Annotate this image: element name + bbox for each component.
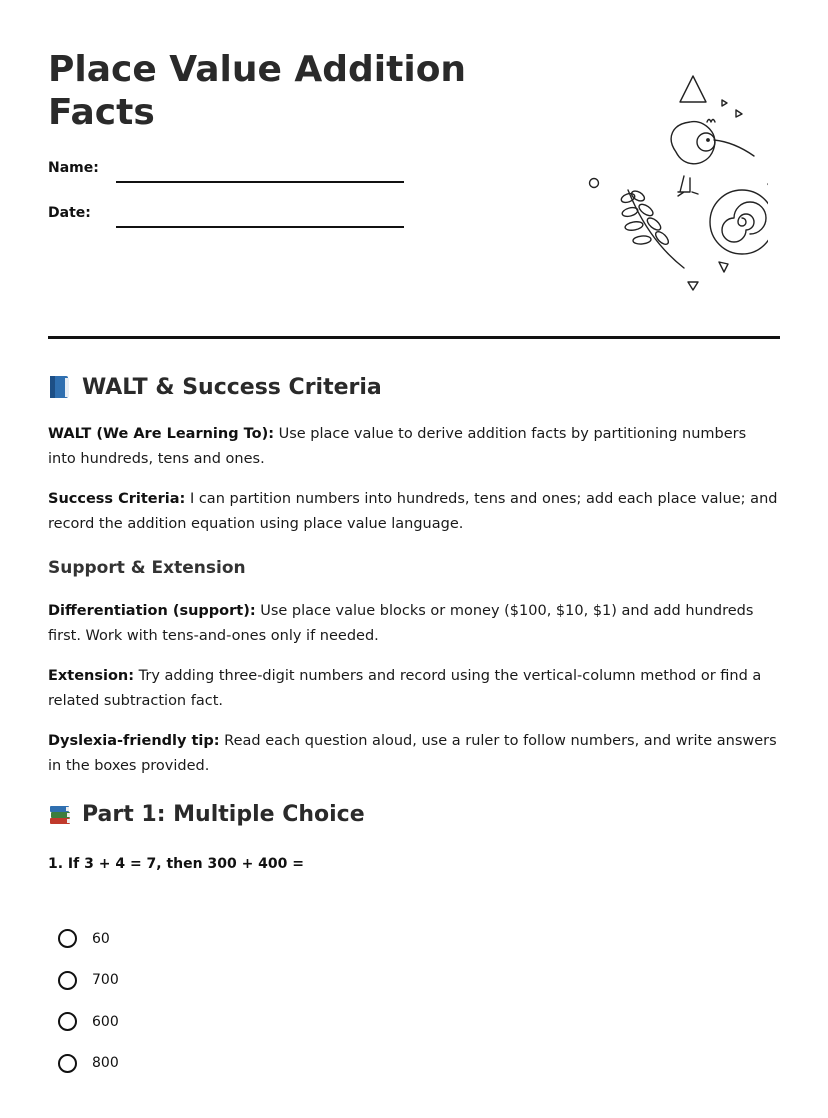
- walt-label: WALT (We Are Learning To):: [48, 426, 274, 442]
- header-divider: [48, 336, 780, 339]
- worksheet-page: [48, 0, 780, 1118]
- option-4[interactable]: [58, 1043, 119, 1085]
- stacked-books-icon: [48, 801, 72, 827]
- radio-button[interactable]: [58, 929, 77, 948]
- dyslexia-tip-text: Read each question aloud, use a ruler to follow numbers, and write answers in the boxes provided.: [48, 733, 777, 774]
- option-label: 800: [92, 1055, 119, 1072]
- differentiation-label: Differentiation (support):: [48, 603, 256, 619]
- extension-text: Try adding three-digit numbers and record using the vertical-column method or find a related subtraction fact.: [48, 668, 762, 709]
- walt-heading-text: WALT & Success Criteria: [82, 374, 382, 400]
- part1-heading: [48, 801, 365, 827]
- option-3[interactable]: [58, 1001, 119, 1043]
- question-1-options: [58, 918, 119, 1084]
- date-line[interactable]: [116, 226, 404, 228]
- option-label: 700: [92, 972, 119, 989]
- dyslexia-tip-paragraph: [48, 729, 778, 778]
- option-1[interactable]: [58, 918, 119, 960]
- kiwi-bird-fern-spiral-icon: [528, 66, 768, 306]
- support-heading: Support & Extension: [48, 558, 246, 578]
- radio-button[interactable]: [58, 1012, 77, 1031]
- page-title: Place Value Addition Facts: [48, 49, 467, 133]
- option-label: 600: [92, 1013, 119, 1030]
- walt-paragraph: [48, 422, 778, 471]
- part1-heading-text: Part 1: Multiple Choice: [82, 801, 365, 827]
- radio-button[interactable]: [58, 1054, 77, 1073]
- differentiation-text: Use place value blocks or money ($100, $10, $1) and add hundreds first. Work with tens-and-ones only if needed.: [48, 603, 754, 644]
- walt-text: Use place value to derive addition facts by partitioning numbers into hundreds, tens and ones.: [48, 426, 747, 467]
- extension-label: Extension:: [48, 668, 135, 684]
- radio-button[interactable]: [58, 971, 77, 990]
- option-label: 60: [92, 930, 110, 947]
- success-criteria-text: I can partition numbers into hundreds, tens and ones; add each place value; and record the addition equation using place value language.: [48, 491, 778, 532]
- differentiation-paragraph: [48, 599, 778, 648]
- question-1: 1. If 3 + 4 = 7, then 300 + 400 =: [48, 856, 305, 872]
- success-criteria-label: Success Criteria:: [48, 491, 186, 507]
- extension-paragraph: [48, 664, 778, 713]
- blue-book-icon: [48, 374, 72, 400]
- success-criteria-paragraph: [48, 487, 778, 536]
- name-line[interactable]: [116, 181, 404, 183]
- dyslexia-tip-label: Dyslexia-friendly tip:: [48, 733, 220, 749]
- name-label: Name:: [48, 160, 99, 176]
- name-field[interactable]: [48, 160, 408, 190]
- date-field[interactable]: [48, 205, 408, 235]
- walt-heading: [48, 374, 382, 400]
- option-2[interactable]: [58, 960, 119, 1002]
- date-label: Date:: [48, 205, 91, 221]
